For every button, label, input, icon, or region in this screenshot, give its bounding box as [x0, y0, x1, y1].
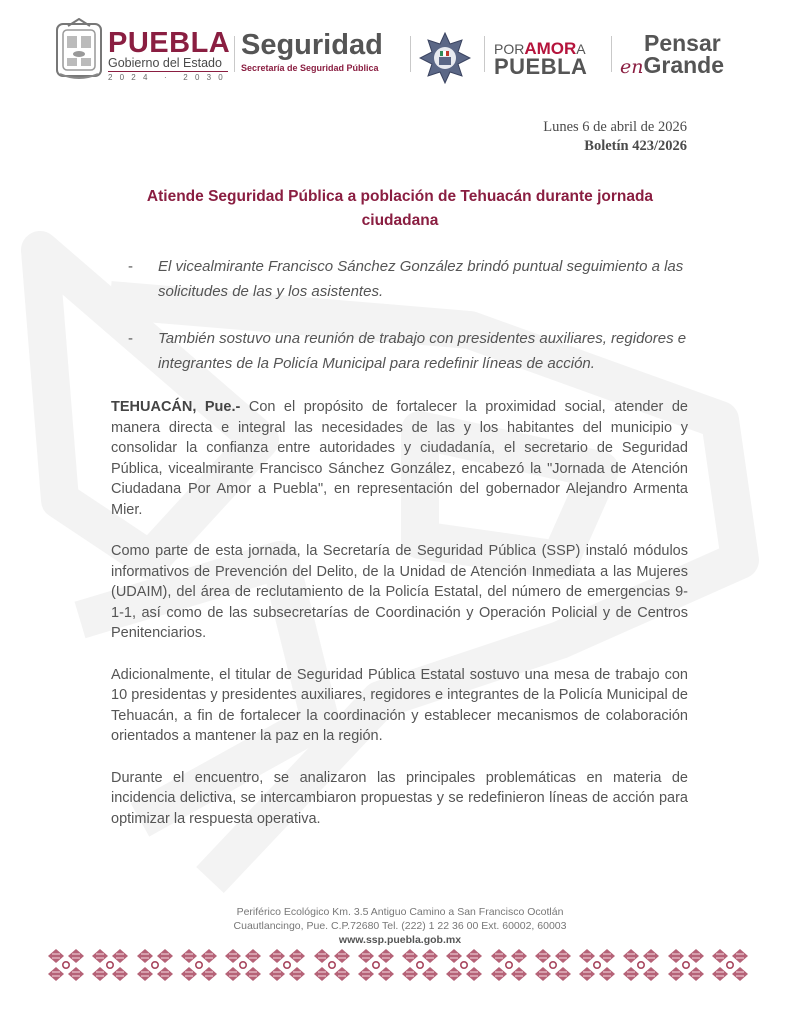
summary-bullet: [128, 327, 696, 376]
logo-divider: [484, 36, 485, 72]
pensar-logo-bottom: Grande: [643, 52, 725, 78]
police-star-badge-icon: [419, 32, 471, 84]
footer-website-link[interactable]: www.ssp.puebla.gob.mx: [338, 934, 462, 946]
amor-logo-a: A: [576, 41, 586, 57]
ornament-motif-icon: [621, 948, 661, 982]
dateline-lead: TEHUACÁN, Pue.-: [111, 399, 241, 415]
press-release-body: [111, 397, 688, 850]
footer-ornament-band: [46, 948, 750, 982]
ornament-motif-icon: [46, 948, 86, 982]
body-paragraph: Adicionalmente, el titular de Seguridad Pública Estatal sostuvo una mesa de trabajo con 10 presidentas y presidentes auxiliares, regidores e integrantes de la Policía Municipal de Tehuacán, a fin de fortalecer la coordinación y establecer mecanismos de colaboración orientados a mantener la paz en la región.: [111, 666, 688, 744]
bullet-text: El vicealmirante Francisco Sánchez González brindó puntual seguimiento a las solicitudes de las y los asistentes.: [158, 258, 684, 300]
bullet-text: También sostuvo una reunión de trabajo con presidentes auxiliares, regidores e integrantes de la Policía Municipal para redefinir líneas de acción.: [158, 330, 687, 372]
footer-contact: [150, 905, 650, 947]
body-paragraph: Durante el encuentro, se analizaron las principales problemáticas en materia de incidencia delictiva, se intercambiaron propuestas y se redefinieron líneas de acción para optimizar la respuesta operativa.: [111, 769, 688, 827]
seguridad-logo-subtitle: Secretaría de Seguridad Pública: [241, 63, 379, 73]
logo-divider: [410, 36, 411, 72]
ornament-motif-icon: [400, 948, 440, 982]
pensar-logo-script: en: [620, 56, 644, 78]
ornament-motif-icon: [312, 948, 352, 982]
ornament-motif-icon: [577, 948, 617, 982]
puebla-logo-years: 2024 · 2030: [108, 73, 230, 82]
ornament-motif-icon: [90, 948, 130, 982]
ornament-motif-icon: [444, 948, 484, 982]
pensar-logo-top: Pensar: [644, 30, 721, 56]
bullet-dash: -: [128, 330, 133, 347]
gobierno-puebla-logo: [108, 27, 231, 83]
dateline: [543, 118, 687, 156]
press-release-title: Atiende Seguridad Pública a población de Tehuacán durante jornada ciudadana: [146, 188, 654, 229]
ornament-motif-icon: [489, 948, 529, 982]
puebla-logo-subtitle: Gobierno del Estado: [108, 57, 228, 72]
summary-bullets: [128, 255, 696, 399]
ornament-motif-icon: [666, 948, 706, 982]
body-paragraph: [111, 397, 688, 520]
header-logos: [54, 18, 754, 82]
por-amor-a-puebla-logo: [494, 39, 602, 79]
ornament-motif-icon: [223, 948, 263, 982]
seguridad-logo: [241, 30, 383, 73]
ornament-motif-icon: [710, 948, 750, 982]
amor-logo-amor: AMOR: [524, 39, 577, 58]
release-date: Lunes 6 de abril de 2026: [543, 119, 687, 135]
pensar-en-grande-logo: [620, 32, 750, 78]
ornament-motif-icon: [135, 948, 175, 982]
ornament-motif-icon: [356, 948, 396, 982]
amor-logo-puebla: PUEBLA: [494, 54, 588, 79]
ornament-motif-icon: [533, 948, 573, 982]
bulletin-number: Boletín 423/2026: [584, 138, 687, 154]
footer-address-line: Cuautlancingo, Pue. C.P.72680 Tel. (222) 1 22 36 00 Ext. 60002, 60003: [233, 920, 567, 932]
puebla-logo-name: PUEBLA: [108, 27, 231, 59]
bullet-dash: -: [128, 258, 133, 275]
seguridad-logo-name: Seguridad: [241, 29, 383, 61]
logo-divider: [234, 36, 235, 72]
paragraph-text: Con el propósito de fortalecer la proximidad social, atender de manera directa e integral las necesidades de las y los habitantes del municipio y consolidar la confianza entre autoridades y ciudadanía, el secretario de Seguridad Pública, vicealmirante Francisco Sánchez González, encabezó la "Jornada de Atención Ciudadana Por Amor a Puebla", en representación del gobernador Alejandro Armenta Mier.: [111, 399, 689, 518]
logo-divider: [611, 36, 612, 72]
ornament-motif-icon: [267, 948, 307, 982]
amor-logo-por: POR: [494, 41, 525, 57]
state-coat-of-arms-icon: [54, 18, 104, 80]
footer-address-line: Periférico Ecológico Km. 3.5 Antiguo Camino a San Francisco Ocotlán: [236, 906, 564, 918]
ornament-motif-icon: [179, 948, 219, 982]
summary-bullet: [128, 255, 696, 304]
body-paragraph: Como parte de esta jornada, la Secretaría de Seguridad Pública (SSP) instaló módulos informativos de Prevención del Delito, de la Unidad de Atención Inmediata a las Mujeres (UDAIM), del área de reclutamiento de la Policía Estatal, del número de emergencias 9-1-1, así como de las subsecretarías de Coordinación y Operación Policial y de Centros Penitenciarios.: [111, 543, 688, 641]
